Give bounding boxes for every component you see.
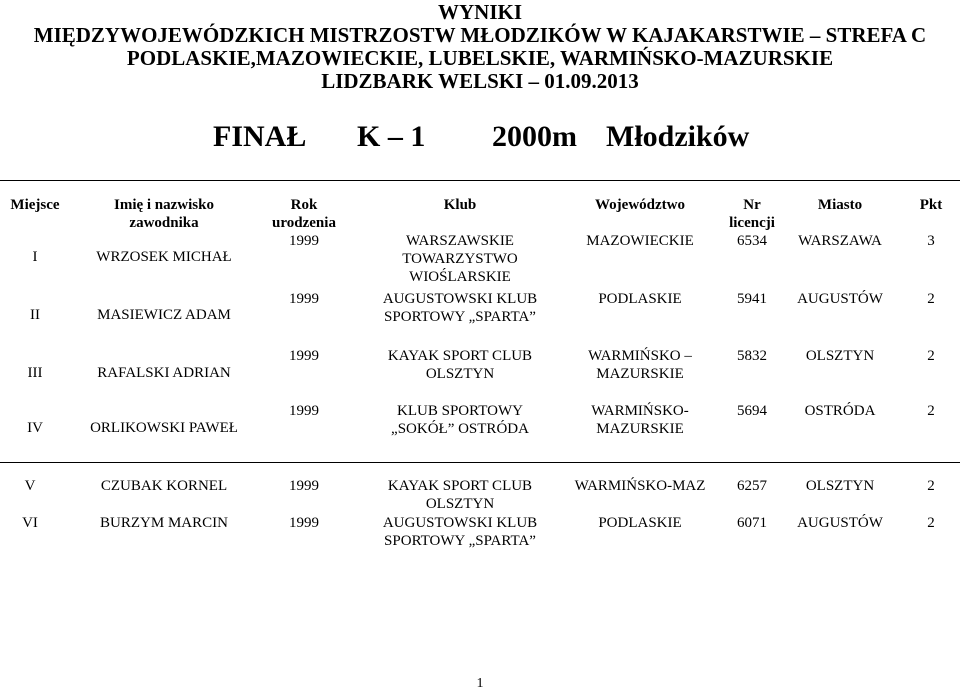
cell-voivodeship: WARMIŃSKO – MAZURSKIE xyxy=(588,348,692,382)
cell-name: ORLIKOWSKI PAWEŁ xyxy=(90,420,238,436)
cell-place: V xyxy=(24,478,36,494)
header-line-3: PODLASKIE,MAZOWIECKIE, LUBELSKIE, WARMIŃSKO-MAZURSKIE xyxy=(126,46,834,70)
table-separator xyxy=(0,462,960,463)
cell-name: WRZOSEK MICHAŁ xyxy=(96,249,232,265)
col-header-club: Klub xyxy=(443,197,477,213)
col-header-points: Pkt xyxy=(919,197,943,213)
race-distance: 2000m xyxy=(492,120,577,153)
race-category: Młodzików xyxy=(606,120,750,153)
cell-city: AUGUSTÓW xyxy=(797,515,883,531)
cell-place: III xyxy=(27,365,43,381)
cell-name: RAFALSKI ADRIAN xyxy=(97,365,231,381)
table-top-rule xyxy=(0,180,960,181)
cell-year: 1999 xyxy=(289,515,319,531)
header-line-1: WYNIKI xyxy=(437,0,522,24)
race-boat: K – 1 xyxy=(357,120,426,153)
header-line-2: MIĘDZYWOJEWÓDZKICH MISTRZOSTW MŁODZIKÓW W KAJAKARSTWIE – STREFA C xyxy=(33,23,927,47)
cell-name: BURZYM MARCIN xyxy=(100,515,228,531)
header-line-4: LIDZBARK WELSKI – 01.09.2013 xyxy=(321,69,639,93)
cell-year: 1999 xyxy=(289,291,319,307)
col-header-name: Imię i nazwisko zawodnika xyxy=(113,197,214,231)
cell-voivodeship: WARMIŃSKO-MAZ xyxy=(574,478,706,494)
cell-license: 6257 xyxy=(737,478,767,494)
cell-club: AUGUSTOWSKI KLUB SPORTOWY „SPARTA” xyxy=(382,515,538,549)
cell-voivodeship: MAZOWIECKIE xyxy=(586,233,694,249)
cell-place: VI xyxy=(22,515,38,531)
race-name: FINAŁ xyxy=(213,120,307,153)
cell-club: WARSZAWSKIE TOWARZYSTWO WIOŚLARSKIE xyxy=(402,233,518,285)
cell-voivodeship: PODLASKIE xyxy=(598,515,682,531)
cell-name: MASIEWICZ ADAM xyxy=(97,307,231,323)
cell-place: IV xyxy=(27,420,43,436)
cell-points: 2 xyxy=(927,403,935,419)
cell-place: II xyxy=(30,307,40,323)
cell-license: 5941 xyxy=(737,291,767,307)
cell-points: 3 xyxy=(927,233,935,249)
cell-name: CZUBAK KORNEL xyxy=(100,478,228,494)
cell-license: 6071 xyxy=(737,515,767,531)
col-header-year: Rok urodzenia xyxy=(272,197,336,231)
cell-place: I xyxy=(32,249,38,265)
col-header-place: Miejsce xyxy=(10,197,60,213)
cell-voivodeship: WARMIŃSKO- MAZURSKIE xyxy=(591,403,689,437)
cell-city: WARSZAWA xyxy=(798,233,882,249)
page-number: 1 xyxy=(476,676,484,691)
cell-points: 2 xyxy=(927,515,935,531)
cell-points: 2 xyxy=(927,291,935,307)
col-header-city: Miasto xyxy=(817,197,863,213)
col-header-license: Nr licencji xyxy=(729,197,775,231)
cell-voivodeship: PODLASKIE xyxy=(598,291,682,307)
cell-club: KLUB SPORTOWY „SOKÓŁ” OSTRÓDA xyxy=(391,403,529,437)
col-header-voivodeship: Województwo xyxy=(595,197,685,213)
cell-city: AUGUSTÓW xyxy=(797,291,883,307)
cell-city: OLSZTYN xyxy=(805,348,875,364)
cell-license: 6534 xyxy=(737,233,767,249)
cell-club: KAYAK SPORT CLUB OLSZTYN xyxy=(387,478,533,512)
cell-points: 2 xyxy=(927,478,935,494)
cell-points: 2 xyxy=(927,348,935,364)
cell-license: 5832 xyxy=(737,348,767,364)
race-title xyxy=(0,120,960,160)
cell-city: OLSZTYN xyxy=(805,478,875,494)
cell-year: 1999 xyxy=(289,348,319,364)
cell-club: AUGUSTOWSKI KLUB SPORTOWY „SPARTA” xyxy=(382,291,538,325)
cell-year: 1999 xyxy=(289,403,319,419)
cell-year: 1999 xyxy=(289,233,319,249)
cell-club: KAYAK SPORT CLUB OLSZTYN xyxy=(387,348,533,382)
cell-year: 1999 xyxy=(289,478,319,494)
cell-license: 5694 xyxy=(737,403,767,419)
cell-city: OSTRÓDA xyxy=(804,403,876,419)
